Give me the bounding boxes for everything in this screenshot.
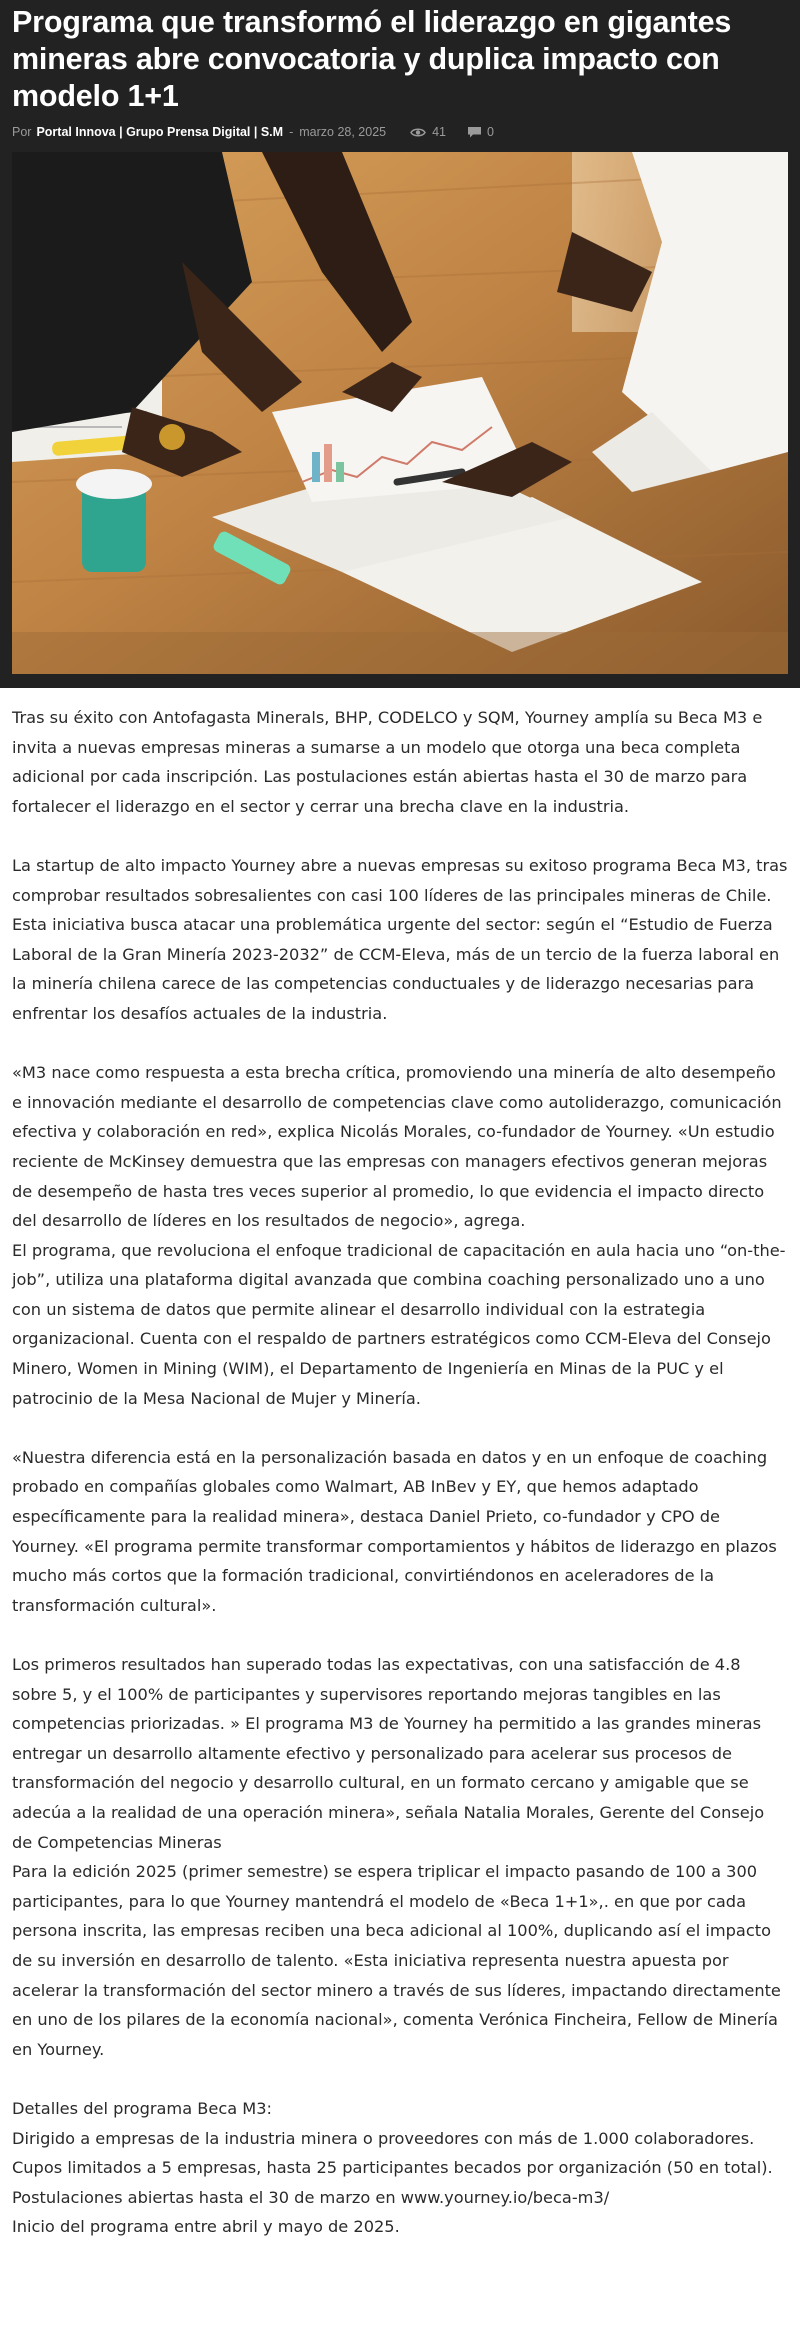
paragraph-program: El programa, que revoluciona el enfoque tradicional de capacitación en aula hacia uno “on-the-job”, utiliza una plataforma digital avanzada que combina coaching personalizado uno a uno con un sistema de datos que permite alinear el desarrollo individual con la estrategia organizacional. Cuenta con el respaldo de partners estratégicos como CCM-Eleva del Consejo Minero, Women in Mining (WIM), el Departamento de Ingeniería en Minas de la PUC y el patrocinio de la Mesa Nacional de Mujer y Minería. [12,1240,786,1408]
paragraph-results: Los primeros resultados han superado todas las expectativas, con una satisfacción de 4.8 sobre 5, y el 100% de participantes y supervisores reportando mejoras tangibles en las competencias priorizadas. » El programa M3 de Yourney ha permitido a las grandes mineras entregar un desarrollo altamente efectivo y personalizado para acelerar sus procesos de transformación del negocio y desarrollo cultural, en un formato cercano y amigable que se adecúa a la realidad de una operación minera», señala Natalia Morales, Gerente del Consejo de Competencias Mineras [12,1655,765,1852]
publish-date: marzo 28, 2025 [299,125,387,139]
details-item: Dirigido a empresas de la industria minera o proveedores con más de 1.000 colaboradores. [12,2128,755,2148]
byline-prefix: Por [12,125,32,139]
hero-image-frame [0,152,800,688]
author-link[interactable]: Portal Innova | Grupo Prensa Digital | S.M [36,125,284,139]
article-title: Programa que transformó el liderazgo en gigantes mineras abre convocatoria y duplica impacto con modelo 1+1 [12,5,732,113]
meta-separator: - [289,125,294,139]
article-body [0,688,800,2242]
hero-image [12,152,788,674]
paragraph-quote-prieto: «Nuestra diferencia está en la personalización basada en datos y en un enfoque de coaching probado en compañías globales como Walmart, AB InBev y EY, que hemos adaptado específicamente para la realidad minera», destaca Daniel Prieto, co-fundador y CPO de Yourney. «El programa permite transformar comportamientos y hábitos de liderazgo en plazos mucho más cortos que la formación tradicional, convirtiéndonos en aceleradores de la transformación cultural». [12,1447,777,1615]
article-meta [12,125,788,139]
paragraph-edition-2025: Para la edición 2025 (primer semestre) se espera triplicar el impacto pasando de 100 a 300 participantes, para lo que Yourney mantendrá el modelo de «Beca 1+1»,. en que por cada persona inscrita, las empresas reciben una beca adicional al 100%, duplicando así el impacto de su inversión en desarrollo de talento. «Esta iniciativa representa nuestra apuesta por acelerar la transformación del sector minero a través de sus líderes, impactando directamente en uno de los pilares de la economía nacional», comenta Verónica Fincheira, Fellow de Minería en Yourney. [12,1862,781,2059]
details-item: Cupos limitados a 5 empresas, hasta 25 participantes becados por organización (50 en total). [12,2158,773,2178]
paragraph-startup: La startup de alto impacto Yourney abre a nuevas empresas su exitoso programa Beca M3, tras comprobar resultados sobresalientes con casi 100 líderes de las principales mineras de Chile. Esta iniciativa busca atacar una problemática urgente del sector: según el “Estudio de Fuerza Laboral de la Gran Minería 2023-2032” de CCM-Eleva, más de un tercio de la fuerza laboral en la minería chilena carece de las competencias conductuales y de liderazgo necesarias para enfrentar los desafíos actuales de la industria. [12,855,788,1023]
views-value: 41 [432,125,447,139]
paragraph-intro: Tras su éxito con Antofagasta Minerals, BHP, CODELCO y SQM, Yourney amplía su Beca M3 e invita a nuevas empresas mineras a sumarse a un modelo que otorga una beca completa adicional por cada inscripción. Las postulaciones están abiertas hasta el 30 de marzo para fortalecer el liderazgo en el sector y cerrar una brecha clave en la industria. [12,708,763,816]
article-header [0,0,800,152]
details-item: Inicio del programa entre abril y mayo de 2025. [12,2217,400,2237]
details-heading: Detalles del programa Beca M3: [12,2098,273,2118]
paragraph-quote-morales: «M3 nace como respuesta a esta brecha crítica, promoviendo una minería de alto desempeño e innovación mediante el desarrollo de competencias clave como autoliderazgo, comunicación efectiva y colaboración en red», explica Nicolás Morales, co-fundador de Yourney. «Un estudio reciente de McKinsey demuestra que las empresas con managers efectivos generan mejoras de desempeño de hasta tres veces superior al promedio, lo que evidencia el impacto directo del desarrollo de líderes en los resultados de negocio», agrega. [12,1063,782,1231]
comments-value: 0 [487,125,494,139]
comments-link[interactable] [468,125,494,139]
eye-icon [410,127,426,138]
program-details [12,2094,788,2242]
views-count [410,125,446,139]
details-item: Postulaciones abiertas hasta el 30 de marzo en www.yourney.io/beca-m3/ [12,2187,610,2207]
comment-icon [468,127,481,138]
